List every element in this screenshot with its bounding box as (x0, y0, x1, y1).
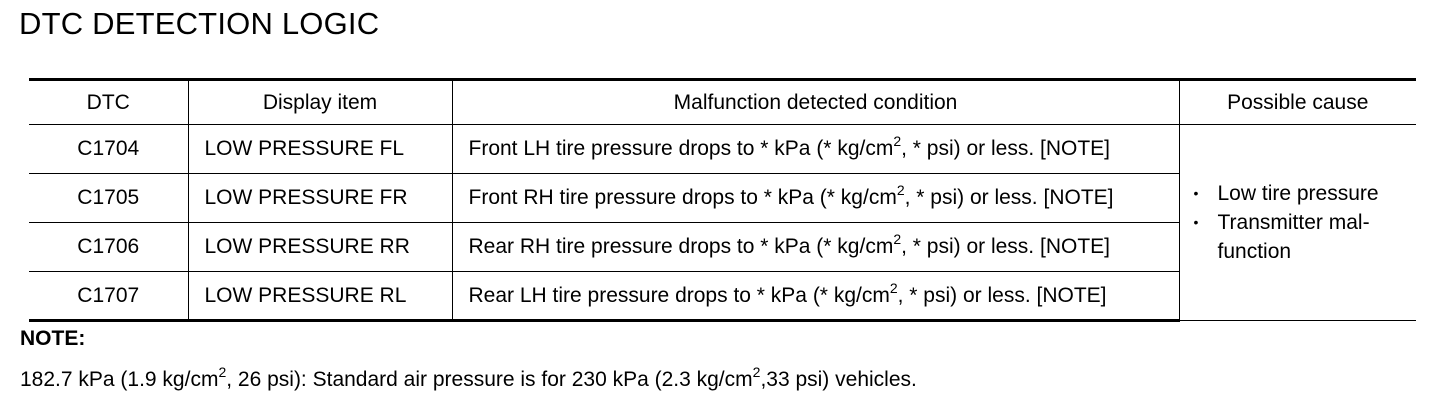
display-item: LOW PRESSURE RL (188, 272, 452, 321)
note-heading: NOTE: (20, 327, 86, 350)
superscript: 2 (752, 364, 761, 380)
malfunction-condition (452, 174, 1179, 223)
dtc-table (29, 78, 1416, 322)
superscript: 2 (889, 279, 898, 296)
dtc-code: C1706 (29, 223, 188, 272)
cause-text: Low tire pressure (1217, 182, 1379, 205)
condition-text: Front LH tire pressure drops to * kPa (* kg/cm (468, 137, 894, 160)
condition-text: Rear LH tire pressure drops to * kPa (* kg/cm (468, 283, 890, 307)
bullet-icon: • (1193, 214, 1199, 230)
note-text-part: , 26 psi): Standard air pressure is for 230 kPa (2.3 kg/cm (226, 368, 753, 391)
condition-text-end: , * psi) or less. [NOTE] (904, 186, 1114, 209)
note-text-part: ,33 psi) vehicles. (760, 368, 917, 391)
malfunction-condition (452, 125, 1179, 174)
cause-text-continued: function (1217, 240, 1292, 263)
possible-cause-list (1194, 179, 1417, 266)
dtc-code: C1704 (29, 125, 188, 174)
dtc-code: C1705 (29, 174, 188, 223)
malfunction-condition (452, 223, 1179, 272)
table-header-row (29, 80, 1416, 125)
list-item (1194, 179, 1417, 208)
bullet-icon: • (1193, 185, 1199, 201)
header-display-item: Display item (188, 80, 452, 125)
condition-text-end: , * psi) or less. [NOTE] (897, 283, 1107, 307)
header-dtc: DTC (29, 80, 188, 125)
display-item: LOW PRESSURE FL (188, 125, 452, 174)
header-malfunction-condition: Malfunction detected condition (452, 80, 1179, 125)
note-text (20, 364, 917, 392)
possible-cause-cell (1179, 125, 1416, 321)
malfunction-condition (452, 272, 1179, 321)
condition-text: Rear RH tire pressure drops to * kPa (* kg/cm (468, 235, 894, 258)
page-title: DTC DETECTION LOGIC (19, 6, 380, 41)
superscript: 2 (893, 133, 902, 149)
display-item: LOW PRESSURE RR (188, 223, 452, 272)
superscript: 2 (218, 364, 227, 380)
note-text-part: 182.7 kPa (1.9 kg/cm (20, 368, 219, 391)
superscript: 2 (896, 182, 905, 198)
superscript: 2 (893, 231, 902, 247)
dtc-code: C1707 (29, 272, 188, 321)
table-row (29, 125, 1416, 174)
cause-text: Transmitter mal- (1217, 211, 1370, 234)
display-item: LOW PRESSURE FR (188, 174, 452, 223)
list-item (1194, 208, 1417, 266)
condition-text: Front RH tire pressure drops to * kPa (* kg/cm (468, 186, 897, 209)
condition-text-end: , * psi) or less. [NOTE] (901, 235, 1110, 258)
header-possible-cause: Possible cause (1179, 80, 1416, 125)
condition-text-end: , * psi) or less. [NOTE] (901, 137, 1110, 160)
